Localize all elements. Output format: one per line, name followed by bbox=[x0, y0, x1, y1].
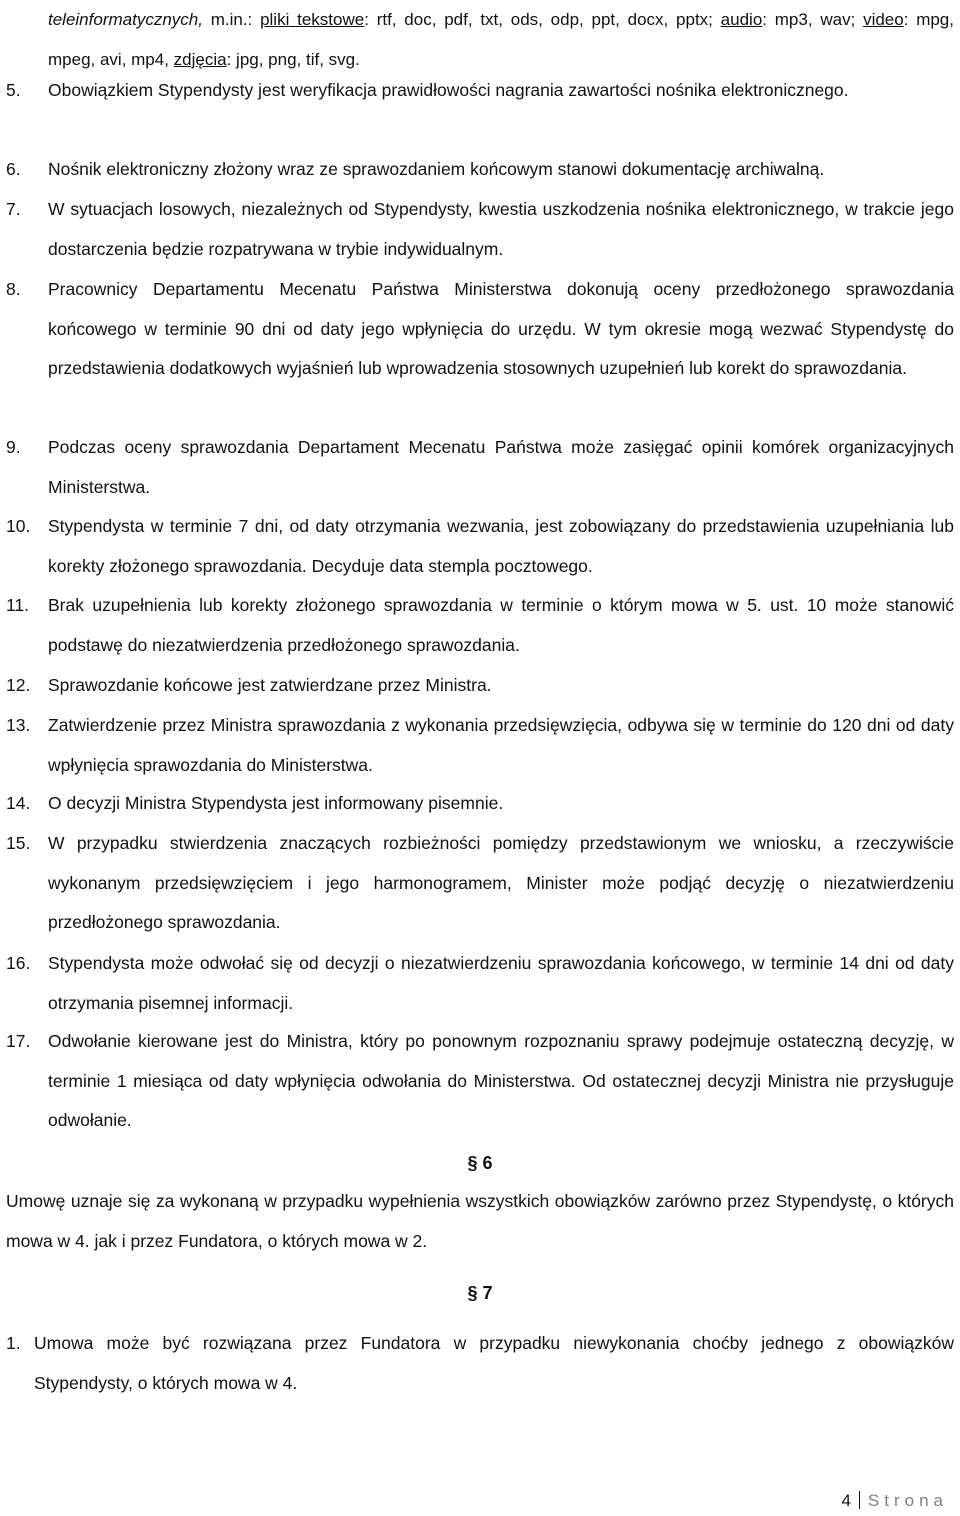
list-item-text: W przypadku stwierdzenia znaczących rozbieżności pomiędzy przedstawionym we wniosku, a rzeczywiście wykonanym przedsięwzięciem i jego harmonogramem, Minister może podjąć decyzję o niezatwierdzeniu przedłożonego sprawozdania. bbox=[48, 833, 954, 932]
intro-paragraph bbox=[48, 0, 954, 79]
list-item bbox=[6, 71, 954, 111]
list-item-text: Podczas oceny sprawozdania Departament Mecenatu Państwa może zasięgać opinii komórek organizacyjnych Ministerstwa. bbox=[48, 437, 954, 497]
section-7-number: 7 bbox=[482, 1283, 493, 1303]
list-item bbox=[6, 666, 954, 706]
text-files-link[interactable]: pliki tekstowe bbox=[260, 10, 365, 29]
section-sign-icon: § bbox=[467, 1283, 483, 1303]
video-list: : mpg, mpeg, avi, mp4, bbox=[48, 10, 954, 69]
list-item-text: Obowiązkiem Stypendysty jest weryfikacja prawidłowości nagrania zawartości nośnika elektronicznego. bbox=[48, 80, 849, 100]
list-item bbox=[6, 824, 954, 943]
list-item-number: 13. bbox=[6, 715, 31, 735]
list-item-number: 10. bbox=[6, 516, 31, 536]
video-link[interactable]: video bbox=[863, 10, 904, 29]
list-item-text: Nośnik elektroniczny złożony wraz ze sprawozdaniem końcowym stanowi dokumentację archiwalną. bbox=[48, 159, 825, 179]
audio-link[interactable]: audio bbox=[720, 10, 763, 29]
text-files-list: : rtf, doc, pdf, txt, ods, odp, ppt, docx, pptx; bbox=[364, 10, 721, 29]
list-item bbox=[6, 944, 954, 1023]
list-item bbox=[6, 706, 954, 785]
list-item-text: O decyzji Ministra Stypendysta jest informowany pisemnie. bbox=[48, 793, 504, 813]
list-item-text: Pracownicy Departamentu Mecenatu Państwa Ministerstwa dokonują oceny przedłożonego sprawozdania końcowego w terminie 90 dni od daty jego wpłynięcia do urzędu. W tym okresie mogą wezwać Stypendystę do przedstawienia dodatkowych wyjaśnień lub wprowadzenia stosownych uzupełnień lub korekt do sprawozdania. bbox=[48, 279, 954, 378]
footer-divider bbox=[859, 1491, 860, 1509]
list-item-number: 14. bbox=[6, 793, 31, 813]
list-item-number: 6. bbox=[6, 159, 21, 179]
list-item bbox=[6, 150, 954, 190]
intro-italic-text: teleinformatycznych, bbox=[48, 10, 203, 29]
list-item-text: Sprawozdanie końcowe jest zatwierdzane przez Ministra. bbox=[48, 675, 492, 695]
images-link[interactable]: zdjęcia bbox=[173, 49, 227, 69]
list-item-number: 7. bbox=[6, 199, 21, 219]
list-item-text: Umowa może być rozwiązana przez Fundatora w przypadku niewykonania choćby jednego z obowiązków Stypendysty, o których mowa w 4. bbox=[34, 1333, 954, 1393]
list-item-number: 12. bbox=[6, 675, 31, 695]
list-item-number: 15. bbox=[6, 833, 31, 853]
page-number: 4 bbox=[841, 1491, 851, 1510]
section-6-number: 6 bbox=[482, 1153, 493, 1173]
intro-mid-text: m.in.: bbox=[202, 10, 261, 29]
list-item-number: 16. bbox=[6, 953, 31, 973]
section-6-heading bbox=[0, 1148, 960, 1178]
list-item-number: 8. bbox=[6, 279, 21, 299]
list-item bbox=[6, 190, 954, 269]
images-list: : jpg, png, tif, svg. bbox=[226, 49, 360, 69]
list-item bbox=[6, 270, 954, 389]
list-item-text: Odwołanie kierowane jest do Ministra, który po ponownym rozpoznaniu sprawy podejmuje ostateczną decyzję, w terminie 1 miesiąca od daty wpłynięcia odwołania do Ministerstwa. Od ostatecznej decyzji Ministra nie przysługuje odwołanie. bbox=[48, 1031, 954, 1130]
section-6-paragraph: Umowę uznaje się za wykonaną w przypadku wypełnienia wszystkich obowiązków zarówno przez Stypendystę, o których mowa w 4. jak i przez Fundatora, o których mowa w 2. bbox=[6, 1191, 954, 1251]
list-item bbox=[6, 1324, 954, 1403]
list-item-text: Stypendysta może odwołać się od decyzji o niezatwierdzeniu sprawozdania końcowego, w terminie 14 dni od daty otrzymania pisemnej informacji. bbox=[48, 953, 954, 1013]
list-item bbox=[6, 784, 954, 824]
list-item bbox=[6, 428, 954, 507]
list-item bbox=[6, 1022, 954, 1141]
list-item-number: 9. bbox=[6, 437, 21, 457]
list-item-number: 5. bbox=[6, 80, 21, 100]
list-item-text: W sytuacjach losowych, niezależnych od Stypendysty, kwestia uszkodzenia nośnika elektronicznego, w trakcie jego dostarczenia będzie rozpatrywana w trybie indywidualnym. bbox=[48, 199, 954, 259]
list-item-number: 11. bbox=[6, 595, 30, 615]
section-7-heading bbox=[0, 1278, 960, 1308]
page-label: Strona bbox=[867, 1491, 948, 1510]
list-item-text: Brak uzupełnienia lub korekty złożonego sprawozdania w terminie o którym mowa w 5. ust. 10 może stanowić podstawę do niezatwierdzenia przedłożonego sprawozdania. bbox=[48, 595, 954, 655]
list-item-text: Zatwierdzenie przez Ministra sprawozdania z wykonania przedsięwzięcia, odbywa się w terminie do 120 dni od daty wpłynięcia sprawozdania do Ministerstwa. bbox=[48, 715, 954, 775]
list-item bbox=[6, 586, 954, 665]
list-item-number: 1. bbox=[6, 1333, 21, 1353]
list-item-text: Stypendysta w terminie 7 dni, od daty otrzymania wezwania, jest zobowiązany do przedstawienia uzupełniania lub korekty złożonego sprawozdania. Decyduje data stempla pocztowego. bbox=[48, 516, 954, 576]
section-sign-icon: § bbox=[467, 1153, 483, 1173]
list-item-number: 17. bbox=[6, 1031, 31, 1051]
list-item bbox=[6, 507, 954, 586]
audio-list: : mp3, wav; bbox=[762, 10, 864, 29]
